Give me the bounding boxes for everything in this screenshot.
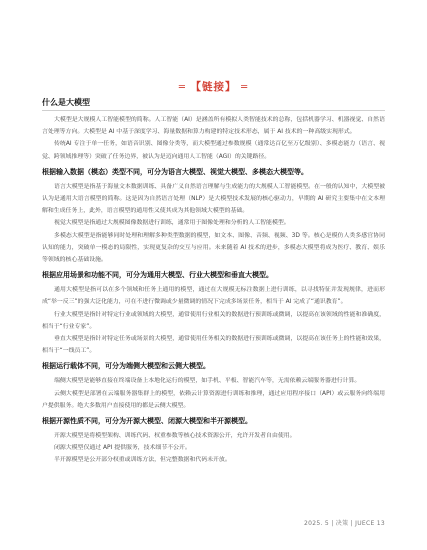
page-footer: 2025. 5 | 决策 | JUECE 13 (304, 520, 385, 527)
paragraph: 大模型是大规模人工智能模型的简称。人工智能（AI）是涵盖所有模拟人类智能技术的总称，包括机器学习、机器视觉、自然语言处理等方向。大模型是 AI 中基于深度学习、海量数据和算力构建的特定技术形态，属于 AI 技术的一种高级实现形式。 (42, 117, 385, 136)
paragraph: 垂直大模型是指针对特定任务或场景的大模型，通常使用任务相关的数据进行预训练或微调，以提高在该任务上的性能和效果，相当于“一线员工”。 (42, 336, 385, 355)
heading-divider (42, 110, 385, 111)
subheading: 根据应用场景和功能不同，可分为通用大模型、行业大模型和垂直大模型。 (42, 271, 273, 280)
link-section-banner (0, 79, 427, 94)
paragraph: 多模态大模型是指能够同时处理和理解多种类型数据的模型，如文本、图像、音频、视频、3D 等。核心是模仿人类多感官协同认知的能力，突破单一模态的局限性，实现更复杂的交互与应用。未来随着 AI 技术的进步，多模态大模型将成为医疗、教育、娱乐等领域的核心基础设施。 (42, 232, 385, 264)
paragraph: 云侧大模型是部署在云端服务器集群上的模型，依赖云计算资源进行训练和推理，通过应用程序接口（API）或云服务向终端用户提供服务。绝大多数用户直接使用的都是云侧大模型。 (42, 390, 385, 409)
paragraph: 行业大模型是指针对特定行业或领域的大模型，通常使用行业相关的数据进行预训练或微调，以提高在该领域的性能和准确度，相当于“行业专家”。 (42, 311, 385, 330)
paragraph: 视觉大模型是指通过大规模图像数据进行训练，通常用于图像处理和分析的人工智能模型。 (54, 220, 290, 227)
article-body (42, 114, 385, 467)
paragraph: 语言大模型是指基于海量文本数据训练、具备广义自然语言理解与生成能力的大规模人工智能模型。在一般的认知中，大模型被认为是通用大语言模型的简称。这是因为自然语言处理（NLP）是大模型技术发展的核心驱动力，早期的 AI 研究主要集中在文本理解和生成任务上，此外，语言模型的通用性又使其成为其他领域大模型的基础。 (42, 183, 385, 215)
paragraph: 闭源大模型仅通过 API 提供服务，技术细节不公开。 (54, 445, 191, 452)
banner-title: 【链接】 (190, 81, 237, 93)
paragraph: 端侧大模型是能够直接在终端设备上本地化运行的模型，如手机、平板、智能汽车等，无需依赖云端服务器进行计算。 (54, 378, 361, 385)
subheading: 根据运行载体不同，可分为端侧大模型和云侧大模型。 (42, 362, 210, 371)
paragraph: 开源大模型是将模型架构、训练代码、权重参数等核心技术资源公开，允许开发者自由使用。 (54, 433, 296, 440)
paragraph: 传统AI 专注于单一任务，如语音识别、图像分类等，而大模型通过参数规模（通常达百亿至万亿级别）、多模态能力（语言、视觉、跨领域推理等）突破了任务边界，被认为是迈向通用人工智能（AGI）的关键路径。 (42, 141, 385, 160)
paragraph: 通用大模型是指可以在多个领域和任务上通用的模型，通过在大规模无标注数据上进行训练，以寻找特征并发现规律，进而形成“举一反三”的强大泛化能力，可在不进行微调或少量微调的情况下完成多场景任务，相当于 AI 完成了“通识教育”。 (42, 287, 385, 306)
section-title: 什么是大模型 (42, 98, 90, 107)
paragraph: 半开源模型是公开部分权重或训练方法，但完整数据和代码未开放。 (54, 457, 231, 464)
subheading: 根据输入数据（模态）类型不同，可分为语言大模型、视觉大模型、多模态大模型等。 (42, 167, 308, 176)
subheading: 根据开源性质不同，可分为开源大模型、闭源大模型和半开源模型。 (42, 417, 252, 426)
banner-left-decoration: ═ (178, 82, 186, 93)
banner-right-decoration: ═ (241, 82, 249, 93)
